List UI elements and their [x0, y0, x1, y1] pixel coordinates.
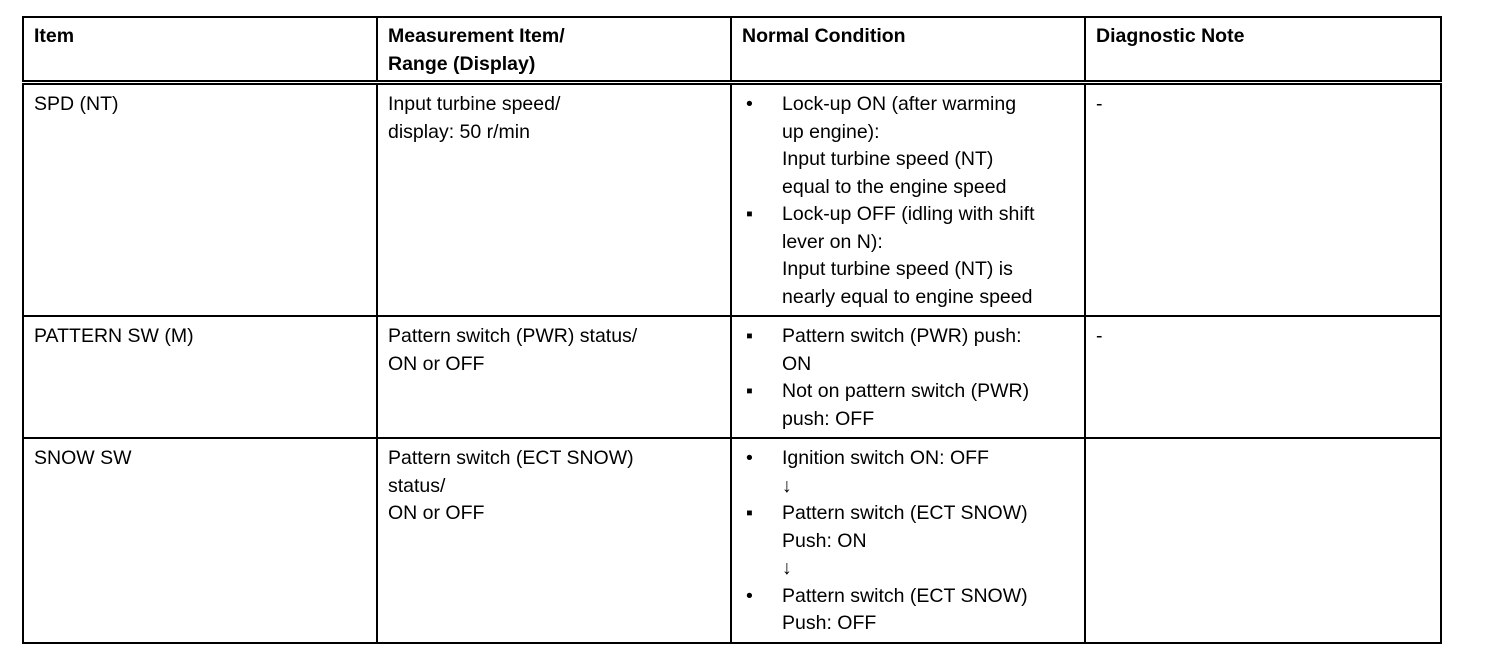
cell-normal-condition — [731, 438, 1085, 643]
diagnostic-data-table-container — [22, 16, 1440, 644]
bullet-icon: ▪ — [746, 380, 753, 402]
condition-item: ▪ Lock-up OFF (idling with shift lever on N): Input turbine speed (NT) is nearly equal to engine speed — [746, 203, 1035, 308]
header-measurement: Measurement Item/ Range (Display) — [377, 17, 731, 83]
cell-item: SNOW SW — [23, 438, 377, 643]
cell-diagnostic-note — [1085, 438, 1441, 643]
bullet-icon: ▪ — [746, 203, 753, 225]
down-arrow-icon: ↓ — [782, 474, 792, 497]
condition-list — [742, 91, 1074, 311]
condition-item: • Ignition switch ON: OFF — [742, 445, 1074, 473]
cell-normal-condition — [731, 316, 1085, 438]
header-normal-condition: Normal Condition — [731, 17, 1085, 83]
condition-list — [742, 323, 1074, 433]
condition-item: ▪ Pattern switch (PWR) push: ON — [746, 325, 1022, 375]
cell-item: PATTERN SW (M) — [23, 316, 377, 438]
bullet-icon: ▪ — [746, 325, 753, 347]
cell-normal-condition — [731, 83, 1085, 317]
bullet-icon: ▪ — [746, 502, 753, 524]
table-body — [23, 83, 1441, 643]
condition-item: • Pattern switch (ECT SNOW) Push: OFF — [746, 584, 1028, 634]
table-row — [23, 316, 1441, 438]
cell-measurement: Pattern switch (ECT SNOW) status/ ON or OFF — [377, 438, 731, 643]
bullet-icon: • — [746, 93, 753, 115]
condition-item: ▪ Not on pattern switch (PWR) push: OFF — [746, 380, 1030, 430]
header-item: Item — [23, 17, 377, 83]
down-arrow-icon: ↓ — [782, 557, 792, 579]
condition-item: • Lock-up ON (after warming up engine): Input turbine speed (NT) equal to the engine speed — [746, 93, 1017, 198]
header-row — [23, 17, 1441, 83]
condition-list — [742, 445, 1074, 638]
bullet-icon: • — [746, 584, 753, 607]
table-row — [23, 83, 1441, 317]
diagnostic-data-table — [22, 16, 1442, 644]
cell-diagnostic-note: - — [1085, 316, 1441, 438]
cell-measurement: Pattern switch (PWR) status/ ON or OFF — [377, 316, 731, 438]
bullet-icon: • — [746, 447, 753, 469]
condition-item: ▪ Pattern switch (ECT SNOW) Push: ON — [746, 502, 1028, 552]
cell-measurement: Input turbine speed/ display: 50 r/min — [377, 83, 731, 317]
header-diagnostic-note: Diagnostic Note — [1085, 17, 1441, 83]
cell-item: SPD (NT) — [23, 83, 377, 317]
table-row — [23, 438, 1441, 643]
cell-diagnostic-note: - — [1085, 83, 1441, 317]
